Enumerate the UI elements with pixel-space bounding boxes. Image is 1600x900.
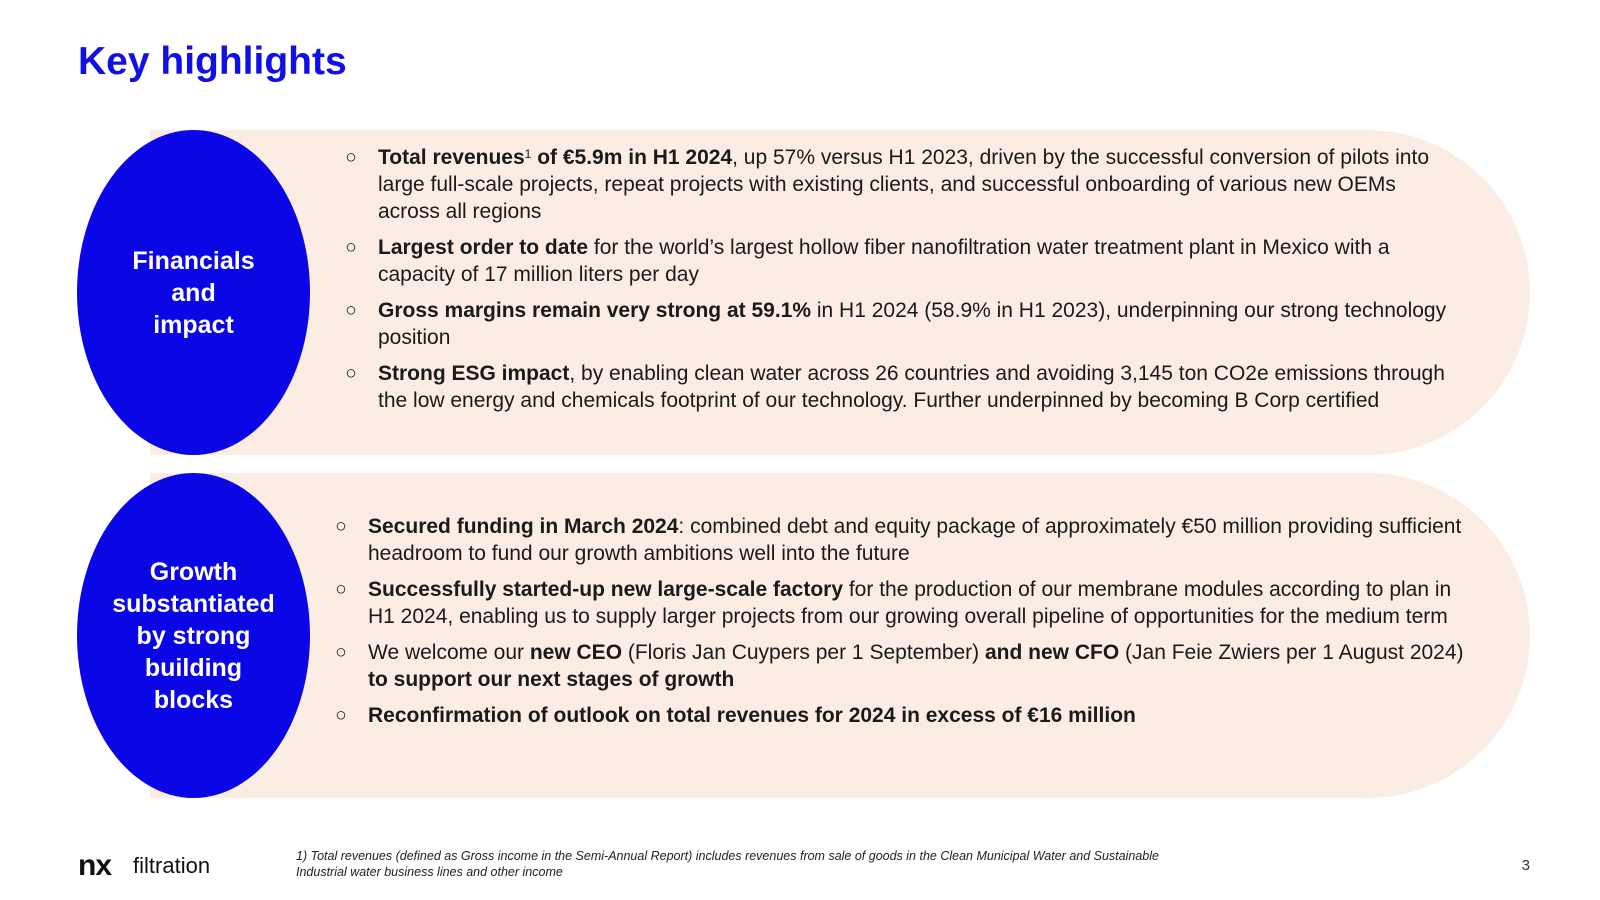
growth-bullet-list: [332, 513, 1482, 738]
logo-mark: nx: [78, 849, 112, 882]
bullet-bold: Total revenues: [378, 146, 525, 169]
bullet-bold: Gross margins remain very strong at 59.1%: [378, 299, 812, 322]
bullet-bold: of €5.9m in H1 2024: [531, 146, 733, 169]
bullet-item: [332, 576, 1482, 630]
circle-bullet-icon: ○: [345, 300, 357, 321]
bullet-bold: Strong ESG impact: [378, 362, 570, 385]
bullet-item: [342, 234, 1462, 288]
logo-wordmark: filtration: [133, 853, 211, 878]
nx-filtration-logo: [78, 849, 211, 882]
bullet-bold: Reconfirmation of outlook on total revenues for 2024 in excess of €16 million: [368, 704, 1136, 727]
bullet-bold: to support our next stages of growth: [368, 668, 735, 691]
bullet-item: [332, 639, 1482, 693]
bullet-text: in H1 2024 (58.9% in H1 2023), underpinning our strong technology position: [378, 299, 1447, 349]
bullet-bold: and new CFO: [985, 641, 1120, 664]
section-label-growth: [77, 473, 310, 798]
bullet-item: [342, 144, 1462, 225]
circle-bullet-icon: ○: [335, 642, 347, 663]
bullet-item: [332, 702, 1482, 729]
section-label-text: Financials and impact: [132, 246, 255, 339]
bullet-text: (Floris Jan Cuypers per 1 September): [622, 641, 985, 664]
circle-bullet-icon: ○: [345, 363, 357, 384]
bullet-text: (Jan Feie Zwiers per 1 August 2024): [1119, 641, 1464, 664]
section-label-financials: [77, 130, 310, 455]
bullet-item: [342, 360, 1462, 414]
page-title: Key highlights: [78, 40, 347, 83]
section-label-text: Growth substantiated by strong building blocks: [112, 557, 275, 714]
bullet-text: , by enabling clean water across 26 countries and avoiding 3,145 ton CO2e emissions through the low energy and chemicals footprint of our technology. Further underpinned by becoming B Corp certified: [378, 362, 1445, 412]
page-number: 3: [1521, 857, 1530, 874]
financials-bullet-list: [342, 144, 1462, 423]
circle-bullet-icon: ○: [335, 705, 347, 726]
bullet-bold: new CEO: [529, 641, 623, 664]
circle-bullet-icon: ○: [345, 237, 357, 258]
circle-bullet-icon: ○: [335, 516, 347, 537]
bullet-bold: Secured funding in March 2024: [368, 515, 679, 538]
circle-bullet-icon: ○: [335, 579, 347, 600]
circle-bullet-icon: ○: [345, 147, 357, 168]
bullet-text: , up 57% versus H1 2023, driven by the successful conversion of pilots into large full-scale projects, repeat projects with existing clients, and successful onboarding of various new OEMs across all regions: [378, 146, 1430, 223]
bullet-text: We welcome our: [368, 641, 530, 664]
bullet-bold: Largest order to date: [378, 236, 589, 259]
bullet-item: [332, 513, 1482, 567]
bullet-text: for the production of our membrane modules according to plan in H1 2024, enabling us to supply larger projects from our growing overall pipeline of opportunities for the medium term: [368, 578, 1452, 628]
bullet-bold: Successfully started-up new large-scale factory: [368, 578, 844, 601]
bullet-text: : combined debt and equity package of approximately €50 million providing sufficient headroom to fund our growth ambitions well into the future: [368, 515, 1462, 565]
bullet-item: [342, 297, 1462, 351]
footnote-marker: 1: [524, 147, 532, 161]
footnote: 1) Total revenues (defined as Gross income in the Semi-Annual Report) includes revenues from sale of goods in the Clean Municipal Water and Sustainable Industrial water business lines and other income: [296, 849, 1159, 879]
bullet-text: for the world’s largest hollow fiber nanofiltration water treatment plant in Mexico with a capacity of 17 million liters per day: [378, 236, 1390, 286]
